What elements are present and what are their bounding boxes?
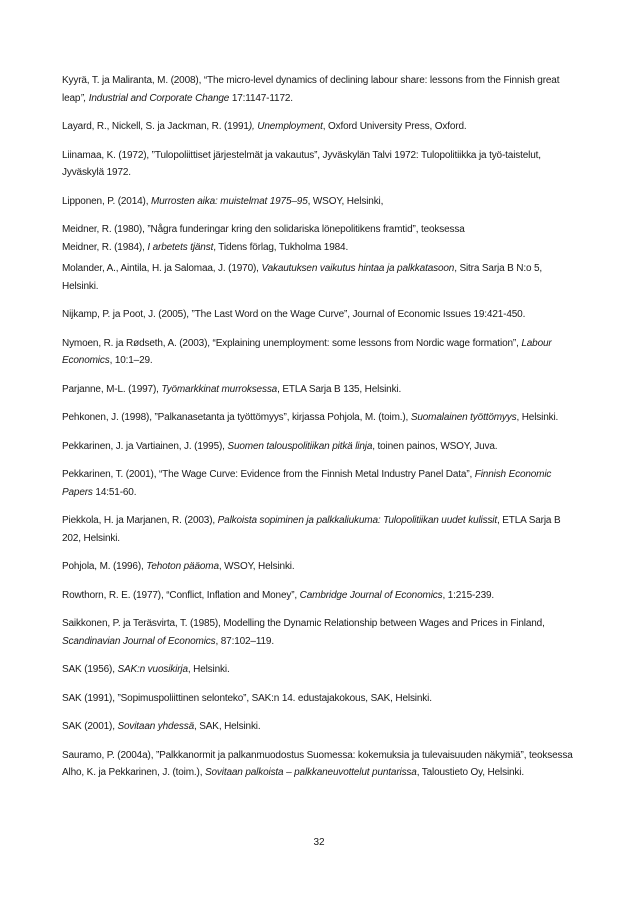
reference-text: Liinamaa, K. (1972), ”Tulopoliittiset järjestelmät ja vakautus”, Jyväskylän Talvi 1972: Tulopolitiikka ja työ-taistelut, Jyväskylä 1972. bbox=[62, 149, 541, 178]
reference-entry bbox=[62, 147, 577, 182]
reference-title-italic: Työmarkkinat murroksessa bbox=[161, 383, 278, 395]
reference-text: Kyyrä, T. ja Maliranta, M. (2008), “The micro-level dynamics of declining labour share: lessons from the Finnish great leap bbox=[62, 75, 560, 104]
reference-text: , 87:102–119. bbox=[215, 635, 274, 647]
reference-list bbox=[62, 72, 577, 782]
reference-text: SAK (2001), bbox=[62, 721, 118, 732]
reference-entry bbox=[62, 587, 577, 605]
reference-text: Molander, A., Aintila, H. ja Salomaa, J. (1970), bbox=[62, 263, 262, 274]
reference-text: Nijkamp, P. ja Poot, J. (2005), ”The Last Word on the Wage Curve”, Journal of Economic Issues 19:421-450. bbox=[62, 309, 526, 320]
reference-entry bbox=[62, 558, 577, 576]
reference-text: Pohjola, M. (1996), bbox=[62, 561, 147, 572]
reference-text: , Tidens förlag, Tukholma 1984. bbox=[213, 241, 349, 253]
reference-entry bbox=[62, 193, 577, 211]
reference-title-italic: Sovitaan yhdessä bbox=[117, 721, 194, 732]
reference-text: , ETLA Sarja B 135, Helsinki. bbox=[277, 383, 402, 395]
reference-title-italic: Tehoton pääoma bbox=[146, 561, 219, 572]
reference-title-italic: Suomalainen työttömyys bbox=[410, 412, 517, 423]
reference-entry bbox=[62, 690, 577, 708]
reference-entry bbox=[62, 409, 577, 427]
reference-title-italic: SAK:n vuosikirja bbox=[117, 664, 188, 675]
reference-entry bbox=[62, 72, 577, 107]
reference-text: , SAK, Helsinki. bbox=[194, 721, 261, 732]
reference-text: Rowthorn, R. E. (1977), “Conflict, Inflation and Money”, bbox=[62, 589, 300, 601]
reference-entry bbox=[62, 512, 577, 547]
reference-text: Saikkonen, P. ja Teräsvirta, T. (1985), Modelling the Dynamic Relationship between Wages and Prices in Finland, bbox=[62, 618, 545, 629]
reference-text: , Helsinki. bbox=[187, 664, 230, 675]
reference-text: 17:1147-1172. bbox=[229, 92, 293, 104]
reference-text: , Sitra Sarja B N:o 5, Helsinki. bbox=[62, 263, 543, 292]
reference-text: Parjanne, M-L. (1997), bbox=[62, 383, 162, 395]
reference-text: Pehkonen, J. (1998), ”Palkanasetanta ja työttömyys”, kirjassa Pohjola, M. (toim.), bbox=[62, 412, 411, 423]
reference-text: Layard, R., Nickell, S. ja Jackman, R. (1991 bbox=[62, 121, 249, 132]
reference-entry bbox=[62, 615, 577, 650]
reference-text: , WSOY, Helsinki. bbox=[218, 561, 295, 572]
reference-entry bbox=[62, 438, 577, 456]
reference-title-italic: Cambridge Journal of Economics bbox=[299, 589, 443, 601]
reference-title-italic: Labour Economics bbox=[62, 337, 552, 366]
reference-title-italic: Scandinavian Journal of Economics bbox=[62, 635, 216, 647]
reference-entry bbox=[62, 260, 577, 295]
reference-title-italic: ), Unemployment bbox=[248, 121, 323, 132]
reference-title-italic: Sovitaan palkoista – palkkaneuvottelut puntarissa bbox=[205, 767, 417, 778]
page-number: 32 bbox=[313, 837, 325, 848]
reference-text: Pekkarinen, T. (2001), “The Wage Curve: Evidence from the Finnish Metal Industry Panel Data”, bbox=[62, 469, 475, 480]
reference-entry bbox=[62, 747, 577, 782]
reference-title-italic: Vakautuksen vaikutus hintaa ja palkkatasoon bbox=[261, 263, 455, 274]
reference-text: , Taloustieto Oy, Helsinki. bbox=[416, 767, 524, 778]
reference-text: , 1:215-239. bbox=[442, 589, 495, 601]
reference-text: Nymoen, R. ja Rødseth, A. (2003), “Explaining unemployment: some lessons from Nordic wage formation”, bbox=[62, 337, 522, 349]
reference-text: Pekkarinen, J. ja Vartiainen, J. (1995), bbox=[62, 440, 228, 452]
reference-text: , 10:1–29. bbox=[109, 355, 153, 366]
reference-entry bbox=[62, 718, 577, 736]
reference-title-italic: I arbetets tjänst bbox=[147, 241, 214, 253]
reference-entry bbox=[62, 381, 577, 399]
reference-title-italic: Murrosten aika: muistelmat 1975–95 bbox=[150, 195, 308, 207]
reference-entry bbox=[62, 466, 577, 501]
reference-entry bbox=[62, 118, 577, 136]
reference-entry bbox=[62, 306, 577, 324]
reference-title-italic: ”, Industrial and Corporate Change bbox=[80, 92, 230, 104]
reference-entry bbox=[62, 221, 577, 256]
reference-text: Lipponen, P. (2014), bbox=[62, 195, 151, 207]
reference-text: SAK (1991), ”Sopimuspoliittinen selonteko”, SAK:n 14. edustajakokous, SAK, Helsinki. bbox=[62, 692, 432, 704]
reference-text: Piekkola, H. ja Marjanen, R. (2003), bbox=[62, 515, 218, 526]
reference-text: , Oxford University Press, Oxford. bbox=[322, 121, 467, 132]
reference-text: Meidner, R. (1980), ”Några funderingar kring den solidariska lönepolitikens framtid”, teoksessa bbox=[62, 224, 465, 235]
reference-text: Meidner, R. (1984), bbox=[62, 241, 148, 253]
reference-text: SAK (1956), bbox=[62, 664, 118, 675]
reference-text: 14:51-60. bbox=[92, 486, 137, 498]
reference-text: Sauramo, P. (2004a), ”Palkkanormit ja palkanmuodostus Suomessa: kokemuksia ja tulevaisuuden näkymiä”, teoksessa Alho, K. ja Pekkarinen, J. (toim.), bbox=[62, 749, 573, 778]
reference-text: , ETLA Sarja B 202, Helsinki. bbox=[62, 515, 561, 544]
reference-title-italic: Palkoista sopiminen ja palkkaliukuma: Tulopolitiikan uudet kulissit bbox=[217, 515, 497, 526]
reference-entry bbox=[62, 661, 577, 679]
reference-text: , Helsinki. bbox=[516, 412, 559, 423]
reference-entry bbox=[62, 335, 577, 370]
reference-title-italic: Finnish Economic Papers bbox=[62, 469, 552, 498]
reference-text: , WSOY, Helsinki, bbox=[307, 195, 384, 207]
reference-title-italic: Suomen talouspolitiikan pitkä linja bbox=[227, 440, 373, 452]
reference-text: , toinen painos, WSOY, Juva. bbox=[372, 440, 498, 452]
